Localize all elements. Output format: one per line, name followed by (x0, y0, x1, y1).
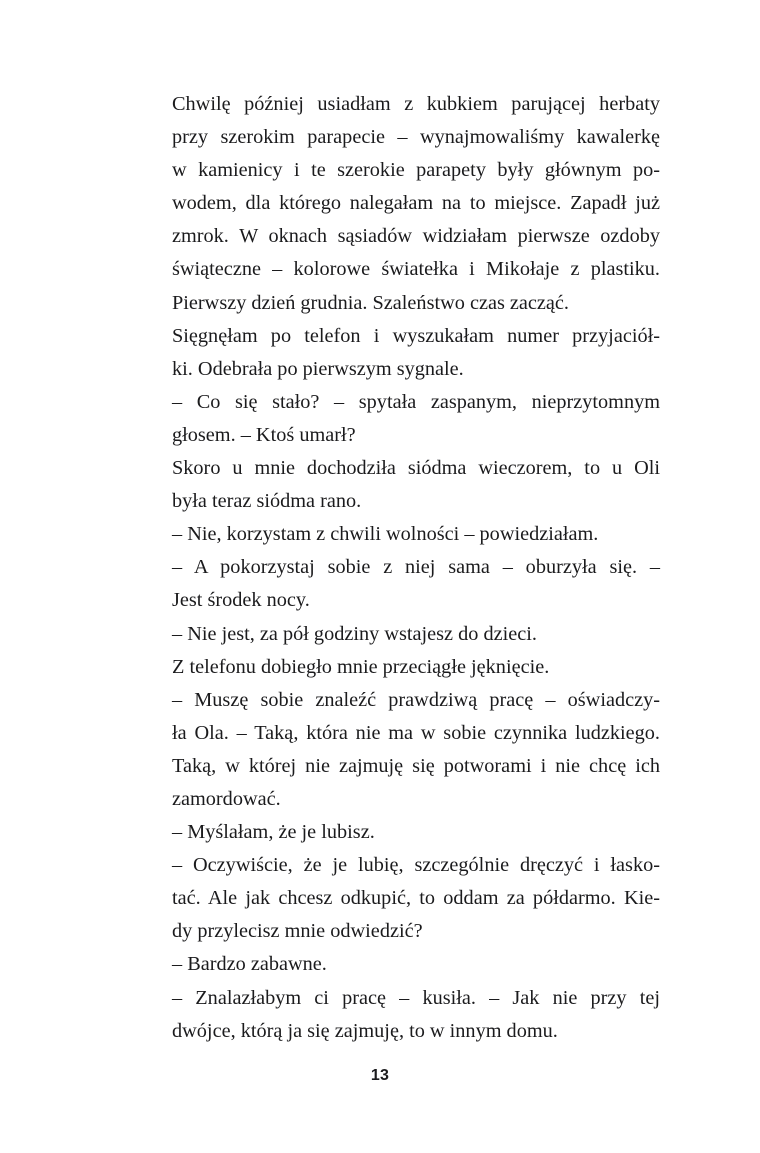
paragraph (141, 816, 660, 849)
body-text-block (141, 88, 660, 1048)
text-line: – Bardzo zabawne. (172, 953, 327, 976)
text-line: – Co się stało? – spytała zaspanym, nieprzytomnym (172, 390, 660, 413)
paragraph (141, 518, 660, 551)
text-line: ki. Odebrała po pierwszym sygnale. (172, 357, 464, 380)
text-line: – Muszę sobie znaleźć prawdziwą pracę – oświadczy- (172, 688, 660, 711)
text-line: wodem, dla którego nalegałam na to miejsce. Zapadł już (172, 192, 660, 215)
text-line: – Nie jest, za pół godziny wstajesz do dzieci. (172, 622, 537, 645)
paragraph (141, 88, 660, 320)
paragraph (141, 651, 660, 684)
paragraph (141, 386, 660, 452)
paragraph (141, 982, 660, 1048)
paragraph (141, 452, 660, 518)
text-line: zamordować. (172, 787, 281, 810)
text-line: zmrok. W oknach sąsiadów widziałam pierwsze ozdoby (172, 225, 660, 248)
text-line: dwójce, którą ja się zajmuję, to w innym domu. (172, 1019, 558, 1042)
text-line: Sięgnęłam po telefon i wyszukałam numer przyjaciół- (172, 324, 660, 347)
text-line: Chwilę później usiadłam z kubkiem parującej herbaty (172, 93, 660, 115)
text-line: – Oczywiście, że je lubię, szczególnie dręczyć i łasko- (172, 854, 660, 877)
text-line: głosem. – Ktoś umarł? (172, 423, 356, 446)
text-line: dy przylecisz mnie odwiedzić? (172, 920, 423, 943)
text-line: Skoro u mnie dochodziła siódma wieczorem, to u Oli (172, 457, 660, 480)
text-line: tać. Ale jak chcesz odkupić, to oddam za półdarmo. Kie- (172, 887, 660, 910)
paragraph (141, 320, 660, 386)
text-line: w kamienicy i te szerokie parapety były głównym po- (172, 159, 660, 182)
paragraph (141, 551, 660, 617)
paragraph (141, 618, 660, 651)
text-line: – Znalazłabym ci pracę – kusiła. – Jak nie przy tej (172, 986, 660, 1009)
text-line: – Nie, korzystam z chwili wolności – powiedziałam. (172, 523, 599, 546)
page-number: 13 (370, 1067, 390, 1084)
text-line: Z telefonu dobiegło mnie przeciągłe jęknięcie. (172, 655, 550, 678)
text-line: świąteczne – kolorowe światełka i Mikołaje z plastiku. (172, 258, 660, 281)
text-line: Jest środek nocy. (172, 589, 310, 612)
paragraph (141, 849, 660, 948)
text-line: ła Ola. – Taką, która nie ma w sobie czynnika ludzkiego. (172, 721, 660, 744)
text-line: Taką, w której nie zajmuję się potworami i nie chcę ich (172, 754, 660, 777)
text-line: przy szerokim parapecie – wynajmowaliśmy kawalerkę (172, 126, 660, 149)
paragraph (141, 684, 660, 816)
text-line: – Myślałam, że je lubisz. (172, 821, 375, 844)
paragraph (141, 948, 660, 981)
text-line: Pierwszy dzień grudnia. Szaleństwo czas zacząć. (172, 291, 569, 314)
text-line: – A pokorzystaj sobie z niej sama – oburzyła się. – (172, 556, 660, 579)
text-line: była teraz siódma rano. (172, 490, 362, 513)
